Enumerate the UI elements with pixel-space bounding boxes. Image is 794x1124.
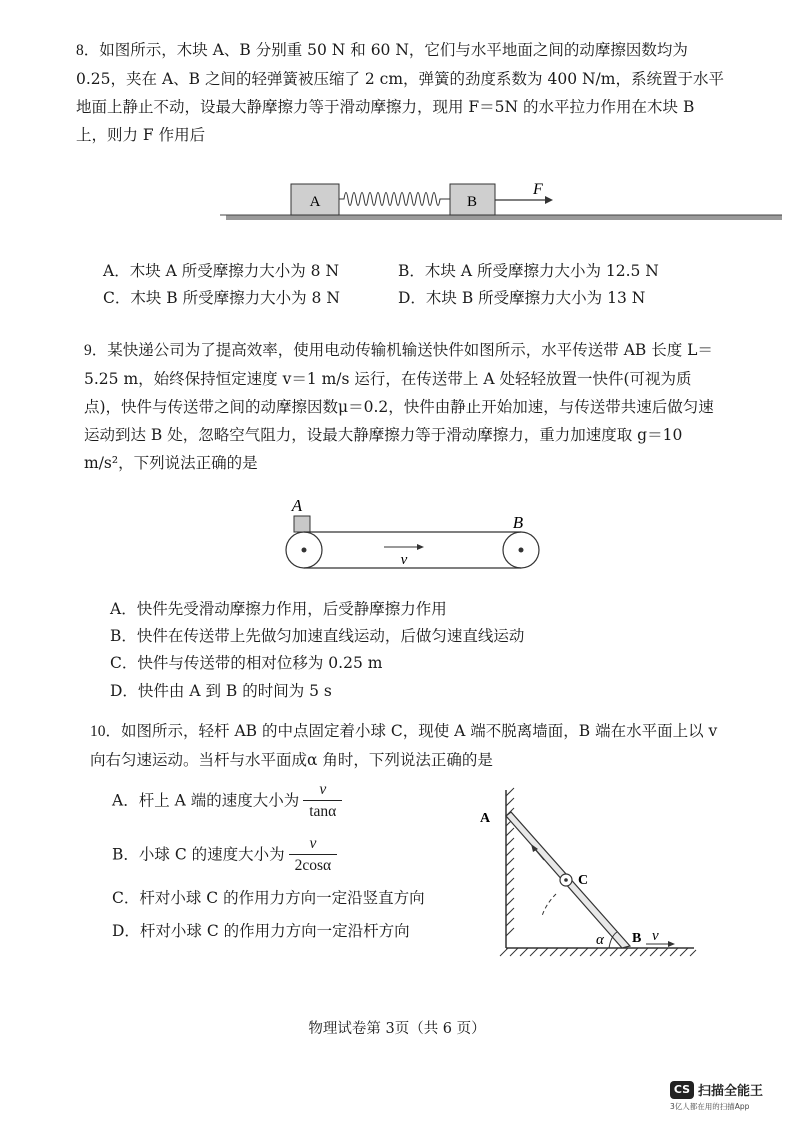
- question-9: [84, 336, 724, 477]
- velocity-label: v: [652, 928, 659, 944]
- watermark-subtitle: 3亿人都在用的扫描App: [670, 1102, 750, 1111]
- question-number: 9．: [84, 342, 108, 359]
- page-footer: 物理试卷第 3页（共 6 页）: [308, 1021, 486, 1037]
- scanner-watermark: [670, 1079, 780, 1113]
- fraction: $\frac{v}{2\cos\alpha}$: [289, 834, 338, 877]
- question-stem: 如图所示，轻杆 AB 的中点固定着小球 C，现使 A 端不脱离墙面，B 端在水平面上以 v 向右匀速运动。当杆与水平面成α 角时，下列说法正确的是: [90, 722, 718, 769]
- cs-logo-icon: CS: [670, 1081, 694, 1099]
- force-arrow: [545, 196, 553, 204]
- q8-option-d: D．木块 B 所受摩擦力大小为 13 N: [398, 289, 646, 307]
- question-number: 10．: [90, 723, 122, 740]
- question-number: 8．: [76, 42, 100, 59]
- q10-option-a: A．杆上 A 端的速度大小为 $\frac{v}{\tan\alpha}$: [112, 780, 342, 823]
- q9-option-a: A．快件先受滑动摩擦力作用，后受静摩擦力作用: [110, 600, 447, 618]
- question-10: [90, 717, 730, 774]
- question-stem: 某快递公司为了提高效率，使用电动传输机输送快件如图所示，水平传送带 AB 长度 L＝5.25 m，始终保持恒定速度 v＝1 m/s 运行，在传送带上 A 处轻轻放置一快件(可视为质点)，快件与传送带之间的动摩擦因数μ＝0.2，快件由静止开始加速，与传送带共速后做匀速运动到达 B 处，忽略空气阻力，设最大静摩擦力等于滑动摩擦力，重力加速度取 g＝10 m/s²，下列说法正确的是: [84, 341, 714, 472]
- watermark-brand: 扫描全能王: [698, 1084, 764, 1099]
- block-b-label: B: [466, 194, 478, 210]
- block-a-label: A: [309, 194, 321, 210]
- q9-option-d: D．快件由 A 到 B 的时间为 5 s: [110, 682, 332, 700]
- question-8: [76, 36, 726, 149]
- q10-option-d: D．杆对小球 C 的作用力方向一定沿杆方向: [112, 922, 410, 940]
- velocity-label: v: [400, 552, 408, 568]
- rod-wall-figure: [472, 786, 702, 966]
- label-b: B: [512, 513, 524, 532]
- spring-blocks-figure: [220, 178, 790, 228]
- q9-option-b: B．快件在传送带上先做匀加速直线运动，后做匀速直线运动: [110, 627, 525, 645]
- q8-option-c: C．木块 B 所受摩擦力大小为 8 N: [103, 289, 340, 307]
- q8-option-b: B．木块 A 所受摩擦力大小为 12.5 N: [398, 262, 659, 280]
- angle-label: α: [596, 932, 604, 948]
- q10-option-b: B．小球 C 的速度大小为 $\frac{v}{2\cos\alpha}$: [112, 834, 337, 877]
- force-label: F: [533, 181, 543, 198]
- q8-option-a: A．木块 A 所受摩擦力大小为 8 N: [103, 262, 340, 280]
- spring: [339, 193, 450, 206]
- label-c: C: [578, 873, 589, 888]
- conveyor-figure: [278, 494, 548, 574]
- label-a: A: [480, 811, 491, 826]
- label-b: B: [632, 931, 642, 946]
- question-stem: 如图所示，木块 A、B 分别重 50 N 和 60 N，它们与水平地面之间的动摩擦因数均为 0.25，夹在 A、B 之间的轻弹簧被压缩了 2 cm，弹簧的劲度系数为 400 N/m，系统置于水平地面上静止不动，设最大静摩擦力等于滑动摩擦力，现用 F＝5N 的水平拉力作用在木块 B 上，则力 F 作用后: [76, 41, 724, 144]
- q9-option-c: C．快件与传送带的相对位移为 0.25 m: [110, 654, 383, 672]
- q10-option-c: C．杆对小球 C 的作用力方向一定沿竖直方向: [112, 889, 425, 907]
- parcel: [294, 516, 310, 532]
- label-a: A: [291, 496, 303, 515]
- fraction: $\frac{v}{\tan\alpha}$: [303, 780, 342, 823]
